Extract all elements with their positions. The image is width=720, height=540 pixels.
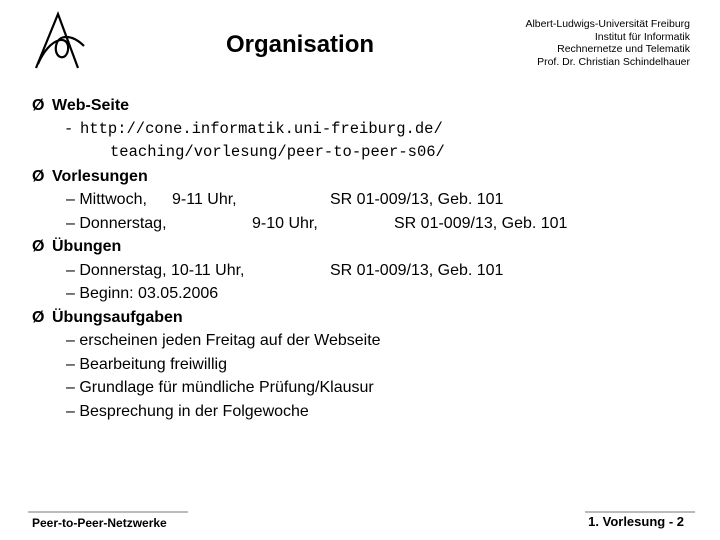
institution-line: Albert-Ludwigs-Universität Freiburg xyxy=(525,18,690,30)
slide-content xyxy=(32,94,702,423)
arrow-bullet-icon: Ø xyxy=(32,238,45,255)
exercise-day-time: – Donnerstag, 10-11 Uhr, xyxy=(66,261,245,279)
lecture-day: – Mittwoch, xyxy=(66,191,147,208)
lecture-room: SR 01-009/13, Geb. 101 xyxy=(394,214,568,232)
web-url-line-1 xyxy=(32,118,702,142)
section-heading: Übungsaufgaben xyxy=(52,308,183,326)
assignment-item: – Bearbeitung freiwillig xyxy=(66,355,227,373)
footer-divider xyxy=(28,511,188,513)
assignment-item: – Grundlage für mündliche Prüfung/Klausur xyxy=(66,379,374,396)
exercise-room: SR 01-009/13, Geb. 101 xyxy=(330,261,504,279)
arrow-bullet-icon: Ø xyxy=(32,167,45,185)
section-exercises xyxy=(32,235,702,259)
institution-line: Prof. Dr. Christian Schindelhauer xyxy=(537,55,690,68)
lecture-item xyxy=(32,188,702,212)
section-lectures xyxy=(32,165,702,189)
web-url-line-2[interactable]: teaching/vorlesung/peer-to-peer-s06/ xyxy=(110,143,445,161)
web-url-link[interactable]: http://cone.informatik.uni-freiburg.de/ xyxy=(80,119,443,138)
assignment-item: – erscheinen jeden Freitag auf der Webseite xyxy=(66,332,381,349)
lecture-room: SR 01-009/13, Geb. 101 xyxy=(330,191,504,208)
arrow-bullet-icon: Ø xyxy=(32,308,45,326)
footer-course-title: Peer-to-Peer-Netzwerke xyxy=(32,516,167,530)
footer-divider xyxy=(585,511,695,513)
section-heading: Web-Seite xyxy=(52,97,130,114)
institution-info xyxy=(525,18,690,68)
exercise-item xyxy=(32,259,702,283)
lecture-time: 9-10 Uhr, xyxy=(252,214,318,232)
institution-line: Rechnernetze und Telematik xyxy=(557,43,690,55)
section-heading: Vorlesungen xyxy=(52,167,148,185)
university-logo-icon xyxy=(28,10,88,74)
section-assignments xyxy=(32,306,702,330)
url-dash: - xyxy=(64,119,74,138)
section-web xyxy=(32,94,702,118)
institution-line: Institut für Informatik xyxy=(594,30,690,43)
lecture-time: 9-11 Uhr, xyxy=(172,191,237,208)
arrow-bullet-icon: Ø xyxy=(32,97,45,114)
exercise-item: – Beginn: 03.05.2006 xyxy=(66,285,219,302)
lecture-day: – Donnerstag, xyxy=(66,214,167,232)
page-title: Organisation xyxy=(226,31,375,58)
lecture-item xyxy=(32,212,702,236)
assignment-item: – Besprechung in der Folgewoche xyxy=(66,402,309,420)
footer-page-number: 1. Vorlesung - 2 xyxy=(588,514,684,529)
section-heading: Übungen xyxy=(52,238,122,255)
